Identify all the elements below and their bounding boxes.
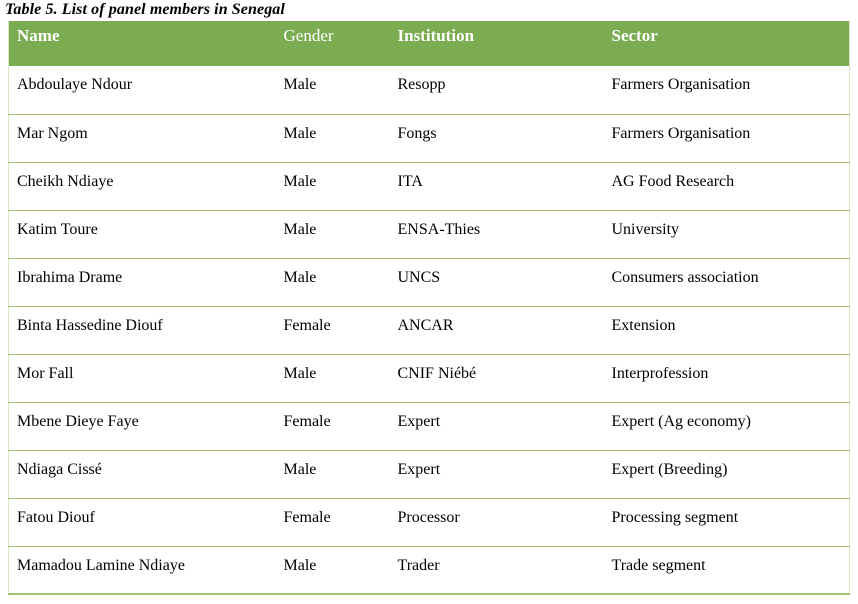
- cell-sector: Interprofession: [604, 354, 850, 402]
- cell-institution: ENSA-Thies: [390, 210, 604, 258]
- document-page: [0, 1, 858, 604]
- cell-institution: Resopp: [397, 76, 446, 93]
- table-row: [9, 258, 850, 306]
- header-row: [9, 21, 850, 66]
- cell-institution: ITA: [390, 162, 604, 210]
- cell-name: Katim Toure: [9, 210, 276, 258]
- cell-sector: University: [604, 210, 850, 258]
- cell-gender: Female: [276, 306, 390, 354]
- cell-sector: AG Food Research: [604, 162, 850, 210]
- cell-institution: Expert: [390, 402, 604, 450]
- cell-sector: Farmers Organisation: [611, 76, 751, 93]
- cell-gender: Female: [276, 402, 390, 450]
- cell-name: Binta Hassedine Diouf: [9, 306, 276, 354]
- cell-institution: Expert: [390, 450, 604, 498]
- cell-gender: Male: [276, 546, 390, 594]
- cell-sector: Expert (Breeding): [604, 450, 850, 498]
- table-row: [9, 306, 850, 354]
- cell-institution: CNIF Niébé: [390, 354, 604, 402]
- cell-institution: Fongs: [390, 114, 604, 162]
- table-row: [9, 450, 850, 498]
- table-row: [9, 162, 850, 210]
- cell-gender: Male: [276, 354, 390, 402]
- cell-name: Cheikh Ndiaye: [9, 162, 276, 210]
- table-row: [9, 210, 850, 258]
- cell-institution: ANCAR: [390, 306, 604, 354]
- cell-sector: Processing segment: [604, 498, 850, 546]
- cell-gender: Male: [276, 114, 390, 162]
- table-title: Table 5. List of panel members in Senegal: [5, 1, 285, 18]
- table-row: [9, 66, 850, 114]
- table-row: [9, 402, 850, 450]
- cell-gender: Female: [276, 498, 390, 546]
- cell-name: Abdoulaye Ndour: [17, 76, 133, 93]
- column-header-institution: Institution: [390, 21, 604, 66]
- cell-institution: UNCS: [390, 258, 604, 306]
- cell-gender: Male: [276, 162, 390, 210]
- cell-name: Ibrahima Drame: [9, 258, 276, 306]
- cell-institution: Trader: [390, 546, 604, 594]
- cell-gender: Male: [283, 76, 317, 93]
- table-body: [9, 66, 850, 594]
- column-header-name: Name: [9, 21, 276, 66]
- column-header-gender: Gender: [276, 21, 390, 66]
- cell-sector: Extension: [604, 306, 850, 354]
- cell-gender: Male: [276, 210, 390, 258]
- cell-gender: Male: [276, 258, 390, 306]
- cell-name: Mamadou Lamine Ndiaye: [9, 546, 276, 594]
- table-row: [9, 114, 850, 162]
- cell-sector: Trade segment: [604, 546, 850, 594]
- table-row: [9, 546, 850, 594]
- column-header-sector: Sector: [604, 21, 850, 66]
- cell-sector: Expert (Ag economy): [604, 402, 850, 450]
- panel-members-table: [8, 21, 850, 595]
- cell-name: Mar Ngom: [9, 114, 276, 162]
- cell-name: Mbene Dieye Faye: [9, 402, 276, 450]
- cell-name: Mor Fall: [9, 354, 276, 402]
- cell-institution: Processor: [390, 498, 604, 546]
- cell-sector: Farmers Organisation: [604, 114, 850, 162]
- cell-sector: Consumers association: [604, 258, 850, 306]
- table-row: [9, 498, 850, 546]
- cell-gender: Male: [276, 450, 390, 498]
- cell-name: Ndiaga Cissé: [9, 450, 276, 498]
- table-header: [9, 21, 850, 66]
- cell-name: Fatou Diouf: [9, 498, 276, 546]
- table-row: [9, 354, 850, 402]
